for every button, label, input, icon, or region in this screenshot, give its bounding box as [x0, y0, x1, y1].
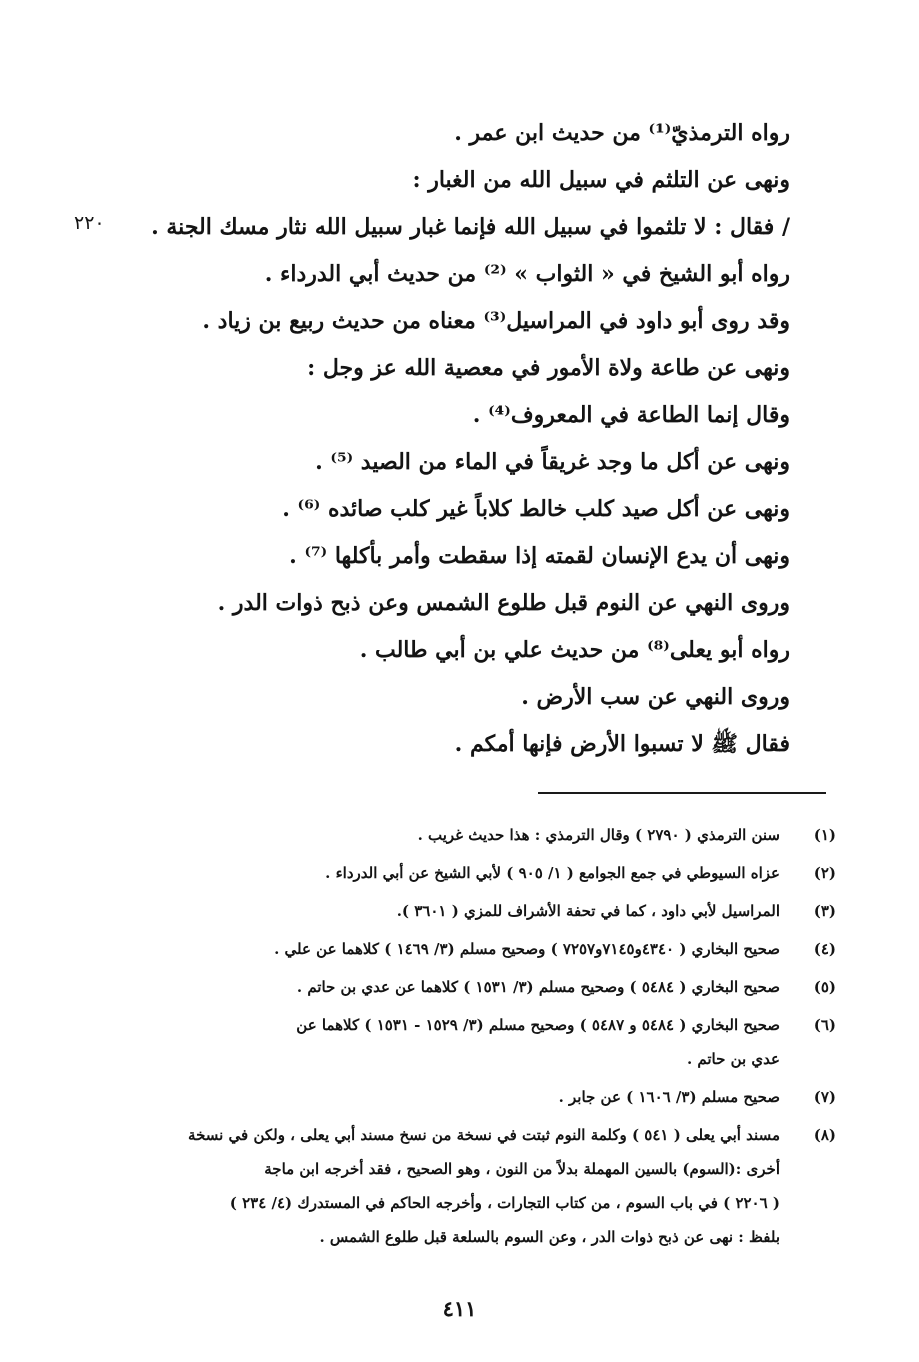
footnote	[128, 1118, 836, 1254]
footnote-text	[128, 856, 780, 890]
footnote-line: صحيح مسلم (٣/ ١٦٠٦ ) عن جابر .	[558, 1088, 780, 1106]
margin-page-reference: ٢٢٠	[74, 212, 105, 234]
footnote-number: (٤)	[813, 940, 836, 958]
footnote-separator	[538, 792, 826, 794]
footnote-number: (١)	[813, 826, 836, 844]
footnote-text	[128, 932, 780, 966]
body-line: فقال ﷺ لا تسبوا الأرض فإنها أمكم .	[454, 731, 790, 757]
body-line: وقد روى أبو داود في المراسيل⁽³⁾ معناه من حديث ربيع بن زياد .	[202, 308, 790, 334]
footnote-text	[128, 818, 780, 852]
footnote-line: صحيح البخاري ( ٥٤٨٤ و ٥٤٨٧ ) وصحيح مسلم (٣/ ١٥٢٩ - ١٥٣١ ) كلاهما عن	[296, 1016, 780, 1034]
footnote-number: (٢)	[813, 864, 836, 882]
footnote-text	[128, 1118, 780, 1254]
footnote-number: (٥)	[813, 978, 836, 996]
footnote-line: صحيح البخاري ( ٥٤٨٤ ) وصحيح مسلم (٣/ ١٥٣١ ) كلاهما عن عدي بن حاتم .	[296, 978, 780, 996]
body-line: رواه أبو الشيخ في « الثواب » ⁽²⁾ من حديث أبي الدرداء .	[264, 261, 790, 287]
footnote-line: بلفظ : نهى عن ذبح ذوات الدر ، وعن السوم بالسلعة قبل طلوع الشمس .	[319, 1228, 780, 1246]
body-line: ونهى عن طاعة ولاة الأمور في معصية الله عز وجل :	[307, 355, 790, 381]
footnote-line: صحيح البخاري ( ٤٣٤٠و٧١٤٥و٧٢٥٧ ) وصحيح مسلم (٣/ ١٤٦٩ ) كلاهما عن علي .	[274, 940, 780, 958]
footnote-line: سنن الترمذي ( ٢٧٩٠ ) وقال الترمذي : هذا حديث غريب .	[417, 826, 780, 844]
footnote-line: أخرى :(السوم) بالسين المهملة بدلاً من النون ، وهو الصحيح ، فقد أخرجه ابن ماجة	[264, 1160, 780, 1178]
page-number: ٤١١	[442, 1296, 477, 1321]
main-text	[90, 110, 790, 768]
footnote-number: (٦)	[813, 1016, 836, 1034]
footnote-number: (٣)	[813, 902, 836, 920]
footnote-text	[128, 1008, 780, 1076]
footnote	[128, 1008, 836, 1076]
footnote-text	[128, 894, 780, 928]
footnote	[128, 1080, 836, 1114]
body-line: وقال إنما الطاعة في المعروف⁽⁴⁾ .	[472, 402, 790, 428]
body-line: وروى النهي عن النوم قبل طلوع الشمس وعن ذبح ذوات الدر .	[217, 590, 790, 616]
footnote-line: عدي بن حاتم .	[686, 1050, 780, 1068]
footnote	[128, 856, 836, 890]
footnote-text	[128, 1080, 780, 1114]
footnote	[128, 894, 836, 928]
body-line: ونهى أن يدع الإنسان لقمته إذا سقطت وأمر بأكلها ⁽⁷⁾ .	[289, 543, 790, 569]
footnote-line: مسند أبي يعلى ( ٥٤١ ) وكلمة النوم ثبتت في نسخة من نسخ مسند أبي يعلى ، ولكن في نسخة	[188, 1126, 780, 1144]
footnote-line: ( ٢٢٠٦ ) في باب السوم ، من كتاب التجارات ، وأخرجه الحاكم في المستدرك (٤/ ٢٣٤ )	[229, 1194, 780, 1212]
footnote	[128, 970, 836, 1004]
footnote-line: المراسيل لأبي داود ، كما في تحفة الأشراف للمزي ( ٣٦٠١ ).	[396, 902, 780, 920]
footnotes	[128, 818, 836, 1258]
footnote	[128, 818, 836, 852]
body-line: ونهى عن أكل ما وجد غريقاً في الماء من الصيد ⁽⁵⁾ .	[315, 449, 790, 475]
body-line: / فقال : لا تلثموا في سبيل الله فإنما غبار سبيل الله نثار مسك الجنة .	[151, 214, 790, 240]
body-line: رواه أبو يعلى⁽⁸⁾ من حديث علي بن أبي طالب .	[359, 637, 790, 663]
footnote	[128, 932, 836, 966]
footnote-number: (٧)	[813, 1088, 836, 1106]
footnote-line: عزاه السيوطي في جمع الجوامع ( ١/ ٩٠٥ ) لأبي الشيخ عن أبي الدرداء .	[325, 864, 780, 882]
footnote-text	[128, 970, 780, 1004]
body-line: رواه الترمذيّ⁽¹⁾ من حديث ابن عمر .	[454, 120, 790, 146]
body-line: ونهى عن أكل صيد كلب خالط كلاباً غير كلب صائده ⁽⁶⁾ .	[282, 496, 790, 522]
footnote-number: (٨)	[813, 1126, 836, 1144]
body-line: ونهى عن التلثم في سبيل الله من الغبار :	[412, 167, 790, 193]
body-line: وروى النهي عن سب الأرض .	[521, 684, 790, 710]
